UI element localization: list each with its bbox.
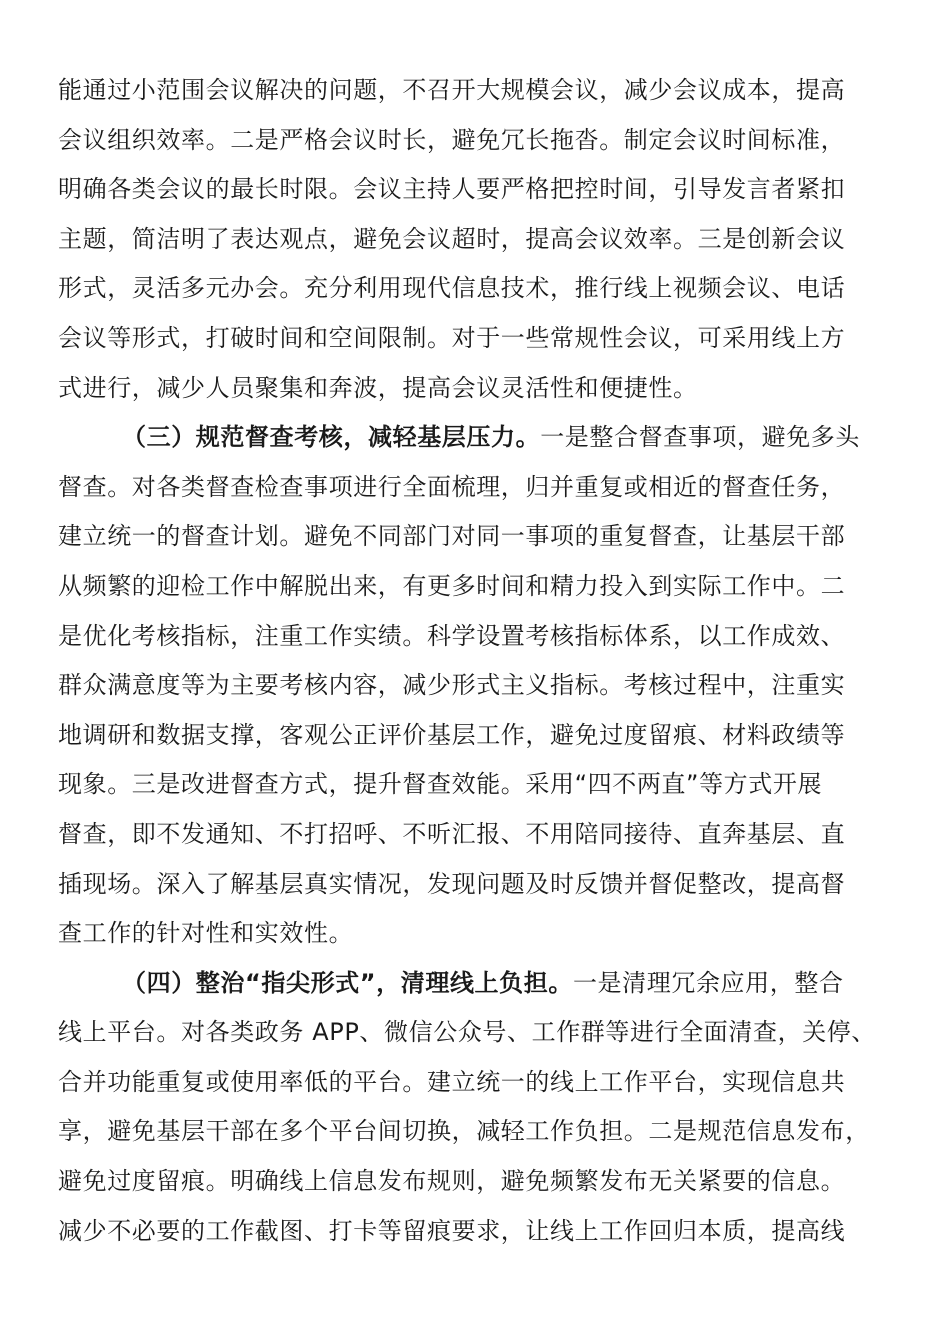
text-line: 减少不必要的工作截图、打卡等留痕要求，让线上工作回归本质，提高线 — [58, 1216, 846, 1245]
section-first-line — [58, 959, 878, 1009]
section-online-burden — [58, 959, 878, 1257]
text-line: 避免过度留痕。明确线上信息发布规则，避免频繁发布无关紧要的信息。 — [58, 1167, 846, 1196]
text-line: 地调研和数据支撑，客观公正评价基层工作，避免过度留痕、材料政绩等 — [58, 720, 846, 749]
section-heading: （四）整治“指尖形式”，清理线上负担。 — [122, 968, 573, 997]
paragraph-meeting-efficiency — [58, 66, 878, 413]
text-line: 从频繁的迎检工作中解脱出来，有更多时间和精力投入到实际工作中。二 — [58, 571, 846, 600]
section-first-line — [58, 413, 878, 463]
document-page — [58, 66, 878, 1256]
text-line: 线上平台。对各类政务 APP、微信公众号、工作群等进行全面清查，关停、 — [58, 1018, 876, 1047]
text-line: 享，避免基层干部在多个平台间切换，减轻工作负担。二是规范信息发布， — [58, 1117, 870, 1146]
text-line: 式进行，减少人员聚集和奔波，提高会议灵活性和便捷性。 — [58, 373, 698, 402]
text-line: 形式，灵活多元办会。充分利用现代信息技术，推行线上视频会议、电话 — [58, 274, 846, 303]
text-line: 督查，即不发通知、不打招呼、不听汇报、不用陪同接待、直奔基层、直 — [58, 819, 846, 848]
section-first-line-text: 一是清理冗余应用，整合 — [572, 968, 844, 997]
text-line: 督查。对各类督查检查事项进行全面梳理，归并重复或相近的督查任务， — [58, 472, 846, 501]
text-line: 查工作的针对性和实效性。 — [58, 919, 354, 948]
text-line: 合并功能重复或使用率低的平台。建立统一的线上工作平台，实现信息共 — [58, 1067, 846, 1096]
text-line: 是优化考核指标，注重工作实绩。科学设置考核指标体系，以工作成效、 — [58, 621, 846, 650]
text-line: 群众满意度等为主要考核内容，减少形式主义指标。考核过程中，注重实 — [58, 671, 846, 700]
section-first-line-text: 一是整合督查事项，避免多头 — [540, 423, 861, 452]
text-line: 现象。三是改进督查方式，提升督查效能。采用“四不两直”等方式开展 — [58, 770, 823, 799]
text-line: 建立统一的督查计划。避免不同部门对同一事项的重复督查，让基层干部 — [58, 522, 846, 551]
text-line: 会议组织效率。二是严格会议时长，避免冗长拖沓。制定会议时间标准， — [58, 125, 846, 154]
text-line: 能通过小范围会议解决的问题，不召开大规模会议，减少会议成本，提高 — [58, 76, 846, 104]
text-line: 主题，简洁明了表达观点，避免会议超时，提高会议效率。三是创新会议 — [58, 224, 846, 253]
section-supervision — [58, 413, 878, 959]
text-line: 插现场。深入了解基层真实情况，发现问题及时反馈并督促整改，提高督 — [58, 869, 846, 898]
section-heading: （三）规范督查考核，减轻基层压力。 — [122, 423, 541, 452]
text-line: 会议等形式，打破时间和空间限制。对于一些常规性会议，可采用线上方 — [58, 323, 846, 352]
text-line: 明确各类会议的最长时限。会议主持人要严格把控时间，引导发言者紧扣 — [58, 175, 846, 204]
